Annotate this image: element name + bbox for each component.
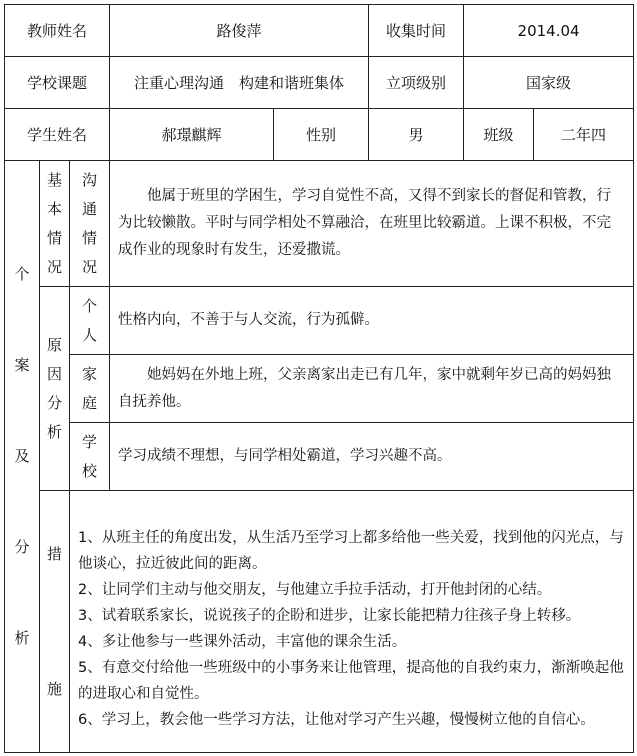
- measures-label: [40, 491, 70, 753]
- basic-label-char: 况: [46, 257, 62, 276]
- row-school: [5, 423, 634, 491]
- family-label: [70, 355, 110, 423]
- basic-situation-text: 他属于班里的学困生，学习自觉性不高，又得不到家长的督促和管教，行为比较懒散。平时与同学相处不算融洽，在班里比较霸道。上课不积极，不完成作业的现象时有发生，还爱撒谎。: [110, 161, 634, 287]
- measures-list: [70, 491, 634, 753]
- row-teacher: [5, 5, 634, 57]
- measure-item: 5、有意交付给他一些班级中的小事务来让他管理，提高他的自我约束力，渐渐唤起他的进取心和自觉性。: [78, 659, 624, 702]
- cause-label-char: 因: [46, 364, 62, 383]
- cause-label-char: 分: [46, 393, 62, 412]
- row-project: [5, 57, 634, 109]
- class-label: 班级: [464, 109, 534, 161]
- measures-label-char: 施: [46, 679, 62, 698]
- family-label-char: 庭: [82, 393, 98, 412]
- row-measures: [5, 491, 634, 753]
- row-basic: [5, 161, 634, 287]
- measures-label-char: 措: [46, 544, 62, 563]
- communication-label-char: 通: [82, 199, 98, 218]
- measure-item: 4、多让他参与一些课外活动，丰富他的课余生活。: [78, 633, 407, 650]
- basic-label-char: 基: [46, 170, 62, 189]
- family-cause-text: 她妈妈在外地上班，父亲离家出走已有几年，家中就剩年岁已高的妈妈独自抚养他。: [110, 355, 634, 423]
- teacher-name-value: 路俊萍: [110, 5, 369, 57]
- project-label: 学校课题: [5, 57, 110, 109]
- gender-label: 性别: [274, 109, 369, 161]
- communication-label: [70, 161, 110, 287]
- personal-label: [70, 287, 110, 355]
- side-label-char: 个: [14, 265, 30, 283]
- measure-item: 2、让同学们主动与他交朋友，与他建立手拉手活动，打开他封闭的心结。: [78, 581, 552, 598]
- level-label: 立项级别: [369, 57, 464, 109]
- gender-value: 男: [369, 109, 464, 161]
- side-label-char: 案: [14, 356, 30, 374]
- cause-label-char: 析: [46, 422, 62, 441]
- side-label-char: 及: [14, 447, 30, 465]
- school-label-char: 校: [82, 461, 98, 480]
- personal-cause-text: 性格内向，不善于与人交流，行为孤僻。: [110, 287, 634, 355]
- side-label: [5, 161, 40, 753]
- side-label-char: 析: [14, 629, 30, 647]
- basic-label-char: 本: [46, 199, 62, 218]
- teacher-name-label: 教师姓名: [5, 5, 110, 57]
- basic-label: [40, 161, 70, 287]
- school-cause-text: 学习成绩不理想，与同学相处霸道，学习兴趣不高。: [110, 423, 634, 491]
- communication-label-char: 况: [82, 257, 98, 276]
- student-name-label: 学生姓名: [5, 109, 110, 161]
- side-label-char: 分: [14, 538, 30, 556]
- row-family: [5, 355, 634, 423]
- cause-label-char: 原: [46, 335, 62, 354]
- personal-label-char: 人: [82, 325, 98, 344]
- level-value: 国家级: [464, 57, 634, 109]
- school-label: [70, 423, 110, 491]
- school-label-char: 学: [82, 432, 98, 451]
- family-label-char: 家: [82, 364, 98, 383]
- personal-label-char: 个: [82, 296, 98, 315]
- measure-item: 3、试着联系家长，说说孩子的企盼和进步，让家长能把精力往孩子身上转移。: [78, 607, 581, 624]
- class-value: 二年四: [534, 109, 634, 161]
- row-student: [5, 109, 634, 161]
- cause-label: [40, 287, 70, 491]
- basic-label-char: 情: [46, 228, 62, 247]
- case-analysis-table: [4, 4, 634, 753]
- student-name-value: 郝璟麒辉: [110, 109, 274, 161]
- measure-item: 6、学习上，教会他一些学习方法，让他对学习产生兴趣，慢慢树立他的自信心。: [78, 711, 595, 728]
- communication-label-char: 情: [82, 228, 98, 247]
- measure-item: 1、从班主任的角度出发，从生活乃至学习上都多给他一些关爱，找到他的闪光点，与他谈心，拉近彼此间的距离。: [78, 529, 624, 572]
- row-personal: [5, 287, 634, 355]
- project-value: 注重心理沟通 构建和谐班集体: [110, 57, 369, 109]
- collect-time-value: 2014.04: [464, 5, 634, 57]
- communication-label-char: 沟: [82, 170, 98, 189]
- collect-time-label: 收集时间: [369, 5, 464, 57]
